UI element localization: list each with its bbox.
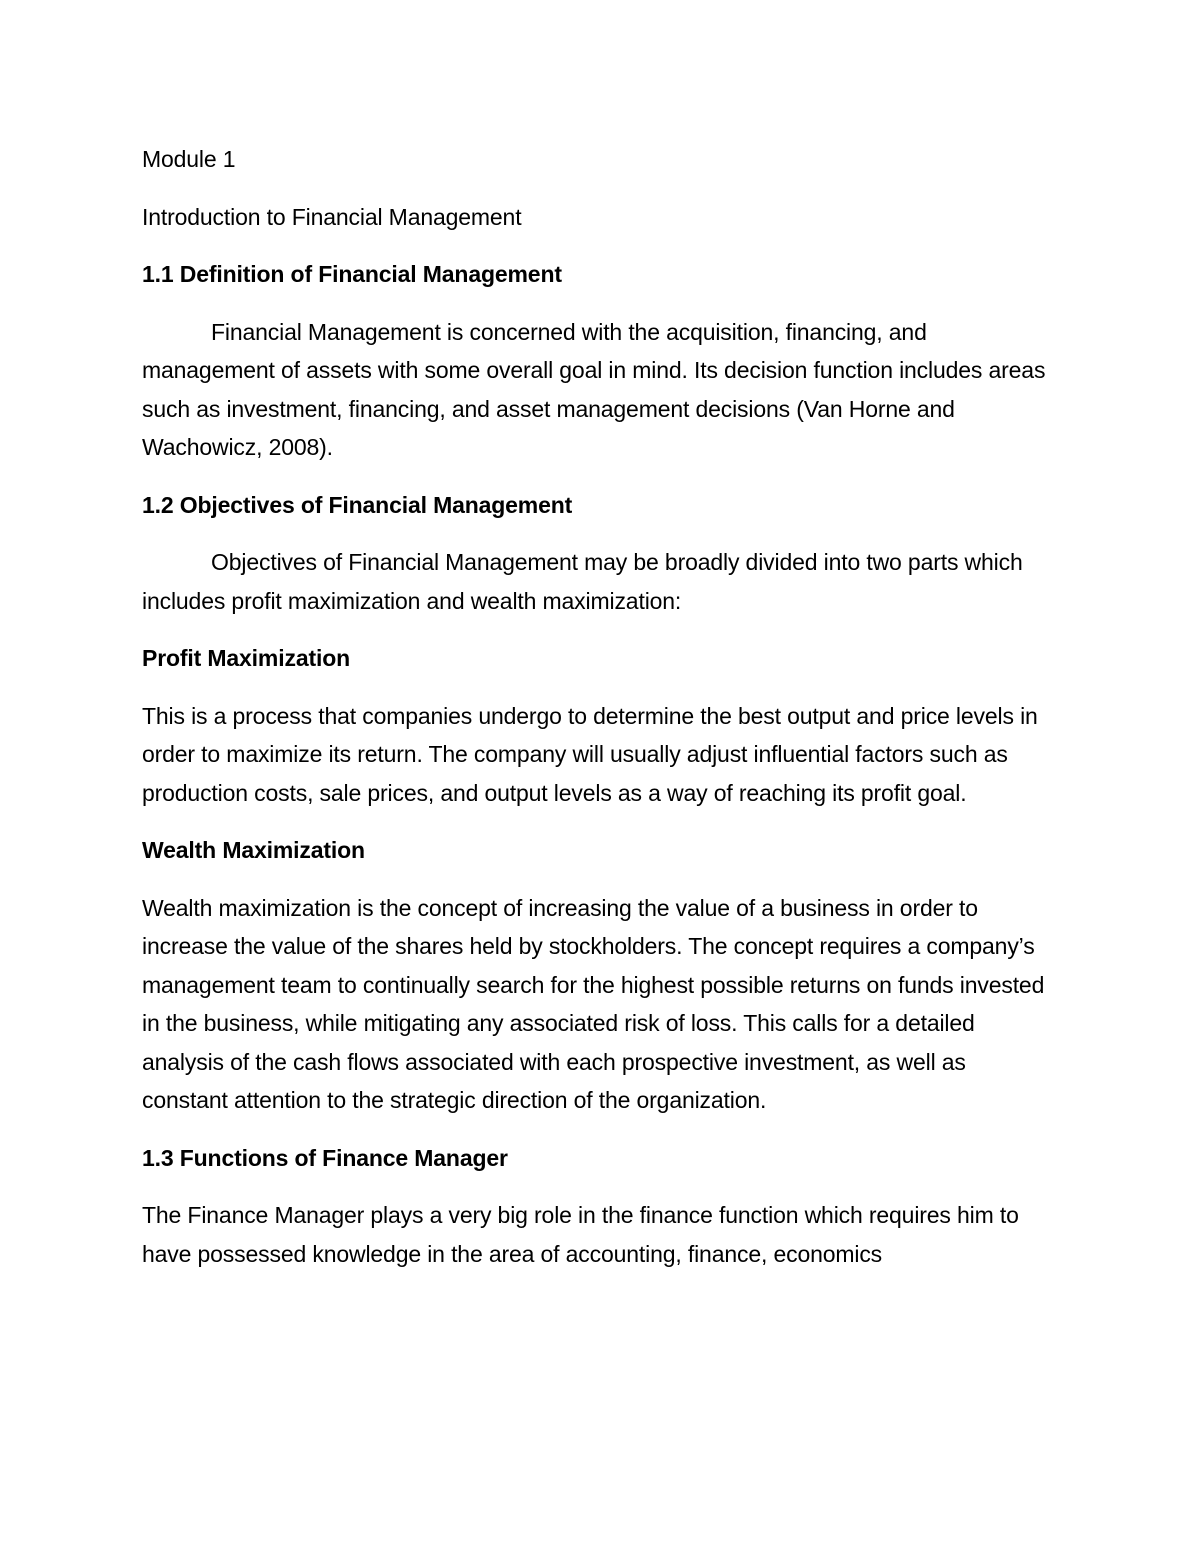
- document-body: [142, 140, 1057, 1292]
- module-label: Module 1: [142, 146, 236, 172]
- module-title: Introduction to Financial Management: [142, 203, 522, 230]
- paragraph-functions: The Finance Manager plays a very big role in the finance function which requires him to have possessed knowledge in the area of accounting, finance, economics: [142, 1202, 1019, 1267]
- section-heading-functions: 1.3 Functions of Finance Manager: [142, 1144, 508, 1171]
- section-heading-definition: 1.1 Definition of Financial Management: [142, 261, 562, 287]
- section-heading-wealth-maximization: Wealth Maximization: [142, 837, 365, 863]
- paragraph-definition: Financial Management is concerned with the acquisition, financing, and management of assets with some overall goal in mind. Its decision function includes areas such as investment, financing, and asset management decisions (Van Horne and Wachowicz, 2008).: [142, 318, 1046, 460]
- paragraph-objectives: Objectives of Financial Management may be broadly divided into two parts which includes profit maximization and wealth maximization:: [142, 549, 1023, 614]
- section-heading-objectives: 1.2 Objectives of Financial Management: [142, 491, 573, 518]
- section-heading-profit-maximization: Profit Maximization: [142, 645, 351, 671]
- paragraph-profit-maximization: This is a process that companies undergo to determine the best output and price levels in order to maximize its return. The company will usually adjust influential factors such as production costs, sale prices, and output levels as a way of reaching its profit goal.: [142, 702, 1038, 806]
- paragraph-wealth-maximization: Wealth maximization is the concept of increasing the value of a business in order to increase the value of the shares held by stockholders. The concept requires a company’s management team to continually search for the highest possible returns on funds invested in the business, while mitigating any associated risk of loss. This calls for a detailed analysis of the cash flows associated with each prospective investment, as well as constant attention to the strategic direction of the organization.: [142, 894, 1045, 1113]
